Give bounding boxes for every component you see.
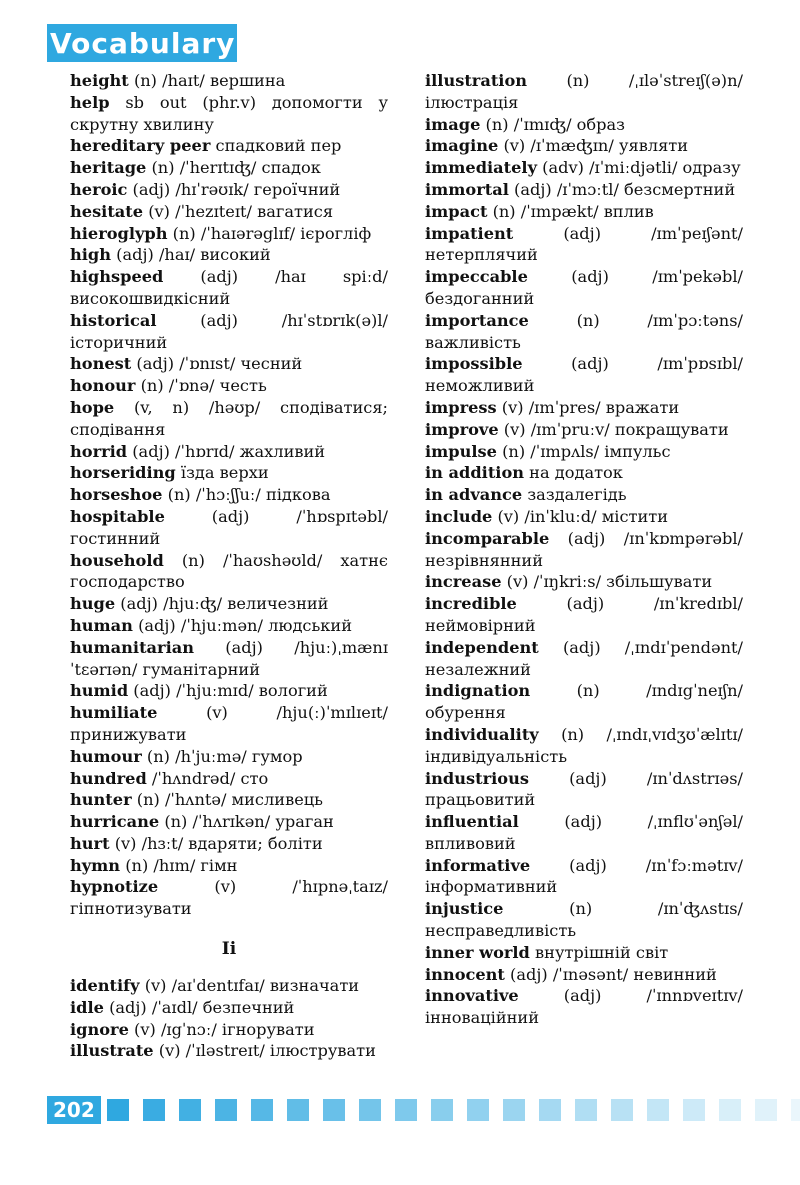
entry-headword: ignore — [70, 1019, 129, 1039]
vocab-entry — [425, 593, 743, 637]
entry-headword: heroic — [70, 179, 128, 199]
vocab-entry — [70, 506, 388, 550]
entry-headword: inner world — [425, 942, 530, 962]
vocab-entry — [425, 898, 743, 942]
vocab-entry — [425, 419, 743, 441]
entry-headword: huge — [70, 594, 116, 614]
entry-headword: innocent — [425, 964, 505, 984]
entry-headword: importance — [425, 310, 529, 330]
vocab-entry — [70, 615, 388, 637]
entry-definition: (v) /hju(ː)ˈmɪlɪeɪt/ принижувати — [70, 703, 388, 744]
entry-definition: (n) /ˌɪndɪˌvɪdʒʊˈælɪtɪ/ індивідуальність — [425, 724, 743, 766]
entry-headword: high — [70, 245, 112, 265]
entry-headword: impress — [425, 397, 497, 417]
vocab-entry — [70, 70, 388, 92]
page-footer — [47, 1096, 800, 1124]
entry-definition: (n) /ˈherɪtɪʤ/ спадок — [146, 158, 321, 178]
entry-definition: (adj) /ɪˈmɔːtl/ безсмертний — [508, 179, 736, 199]
vocab-entry — [70, 811, 388, 833]
entry-definition: (adj) /ɪmˈpeɪʃənt/ нетерплячий — [425, 223, 743, 265]
vocab-entry — [425, 179, 743, 201]
entry-headword: independent — [425, 637, 539, 657]
decorative-square — [431, 1099, 453, 1121]
vocab-entry — [70, 768, 388, 790]
entry-definition: (n) /ˈɪmɪʤ/ образ — [480, 114, 626, 134]
vocab-entry — [425, 964, 743, 986]
entry-headword: hesitate — [70, 201, 144, 221]
vocab-entry — [70, 244, 388, 266]
entry-definition: спадковий пер — [210, 136, 342, 156]
entry-headword: height — [70, 71, 129, 90]
entry-headword: household — [70, 550, 164, 570]
entry-definition: (v) /hɜːt/ вдаряти; боліти — [109, 833, 323, 853]
vocab-entry — [425, 353, 743, 397]
entry-definition: (adj) /ɪnˈkɒmpərəbl/ незрівнянний — [425, 528, 743, 570]
entry-headword: hunter — [70, 790, 132, 810]
entry-definition: (adj) /hjuːʤ/ величезний — [115, 594, 329, 614]
entry-definition: (adj) /ˈhjuːmən/ людський — [132, 615, 352, 635]
decorative-square — [719, 1099, 741, 1121]
decorative-square — [575, 1099, 597, 1121]
vocab-entry — [425, 157, 743, 179]
entry-headword: hieroglyph — [70, 223, 168, 243]
entry-definition: (adj) /ˌɪndɪˈpendənt/ незалежний — [425, 637, 743, 679]
entry-definition: (adj) /ˈhɒspɪtəbl/ гостинний — [70, 506, 388, 548]
vocab-entry — [70, 876, 388, 920]
vocab-entry — [425, 855, 743, 899]
vocab-entry — [425, 811, 743, 855]
entry-definition: (v) /ɪmˈpruːv/ покращувати — [498, 419, 729, 439]
entry-headword: highspeed — [70, 267, 164, 287]
vocab-entry — [70, 157, 388, 179]
vocab-entry — [70, 462, 388, 484]
vocab-entry — [70, 484, 388, 506]
entry-headword: hospitable — [70, 506, 165, 526]
decorative-square — [143, 1099, 165, 1121]
entry-definition: їзда верхи — [175, 463, 269, 483]
entry-definition: (adj) /ˌɪnflʊˈənʃəl/ впливовий — [425, 812, 743, 853]
entry-headword: horseshoe — [70, 485, 163, 505]
decorative-square — [107, 1099, 129, 1121]
entry-headword: hereditary peer — [70, 136, 211, 156]
entry-headword: in advance — [425, 485, 523, 505]
entry-definition: (n) /ˌɪləˈstreɪʃ(ə)n/ ілюстрація — [425, 71, 743, 112]
entry-definition: (adj) /ˈhɒrɪd/ жахливий — [127, 441, 326, 461]
entry-headword: honest — [70, 354, 132, 374]
entry-headword: include — [425, 506, 493, 526]
entry-headword: immediately — [425, 158, 537, 178]
decorative-square — [791, 1099, 800, 1121]
vocab-entry — [425, 768, 743, 812]
entry-definition: (n) /hˈjuːmə/ гумор — [141, 746, 303, 766]
vocab-entry — [425, 70, 743, 114]
entry-definition: (v) /ˈhɪpnəˌtaɪz/ гіпнотизувати — [70, 877, 388, 919]
vocab-entry — [70, 266, 388, 310]
vocab-entry — [70, 201, 388, 223]
decorative-square — [179, 1099, 201, 1121]
decorative-square — [467, 1099, 489, 1121]
entry-definition: (v) /ˈɪləstreɪt/ ілюструвати — [153, 1041, 376, 1061]
vocab-entry — [425, 528, 743, 572]
entry-definition: (n) /haɪt/ вершина — [128, 71, 286, 90]
entry-headword: impact — [425, 201, 488, 221]
entry-definition: (n) /ˈhaʊshəʊld/ хатнє господарство — [70, 550, 388, 592]
entry-definition: (adj) /hɪˈstɒrɪk(ə)l/ історичний — [70, 310, 388, 352]
vocab-entry — [70, 833, 388, 855]
decorative-square — [395, 1099, 417, 1121]
entry-definition: (adj) /haɪ/ високий — [111, 245, 271, 265]
entry-headword: humour — [70, 746, 142, 766]
entry-definition: (adj) /ɪnˈfɔːmətɪv/ інформативний — [425, 855, 743, 897]
vocab-entry — [70, 680, 388, 702]
entry-definition: (v) /inˈkluːd/ містити — [492, 506, 669, 526]
vocab-entry — [70, 550, 388, 594]
entry-definition: внутрішній світ — [529, 942, 669, 962]
entry-headword: idle — [70, 997, 104, 1017]
entry-definition: (adv) /ɪˈmiːdjətli/ одразу — [537, 158, 741, 178]
entry-definition: (n) /ˈhʌrɪkən/ ураган — [159, 812, 334, 832]
entry-headword: influential — [425, 812, 519, 832]
vocab-entry — [70, 855, 388, 877]
vocab-entry — [70, 375, 388, 397]
vocab-entry — [425, 397, 743, 419]
entry-headword: honour — [70, 376, 136, 396]
page-number: 202 — [47, 1096, 101, 1124]
vocab-entry — [425, 310, 743, 354]
vocab-entry — [425, 942, 743, 964]
entry-headword: humiliate — [70, 703, 158, 723]
entry-definition: (adj) /ˈɒnɪst/ чесний — [131, 354, 303, 374]
entry-definition: (v) /ɪmˈpres/ вражати — [496, 397, 680, 417]
entry-definition: (n) /hɪm/ гімн — [120, 855, 238, 875]
entry-headword: hymn — [70, 855, 121, 875]
vocab-entry — [70, 223, 388, 245]
entry-definition: (n) /ˈhaɪərəglɪf/ ієрогліф — [167, 223, 372, 243]
entry-headword: help — [70, 92, 110, 112]
right-column — [425, 70, 743, 1029]
entry-definition: (adj) /ɪmˈpekəbl/ бездоганний — [425, 267, 743, 308]
entry-definition: (n) /ɪnˈʤʌstɪs/ несправедливість — [425, 899, 743, 941]
entry-headword: hurt — [70, 833, 110, 853]
entry-headword: hypnotize — [70, 877, 159, 897]
vocab-entry — [425, 680, 743, 724]
entry-definition: (n) /ˈɪmpækt/ вплив — [487, 201, 654, 221]
entry-headword: humid — [70, 681, 129, 701]
entry-definition: (v) /ɪˈmæʤɪn/ уявляти — [498, 136, 689, 156]
entry-headword: indignation — [425, 681, 531, 701]
vocab-entry — [70, 702, 388, 746]
header-title: Vocabulary — [50, 26, 236, 60]
left-column — [70, 70, 388, 1062]
entry-headword: hundred — [70, 768, 147, 788]
entry-definition: (adj) /ˈhjuːmɪd/ вологий — [128, 681, 328, 701]
entry-definition: заздалегідь — [522, 485, 627, 505]
vocab-entry — [70, 1040, 388, 1062]
entry-definition: (n) /ɪndɪgˈneɪʃn/ обурення — [425, 681, 743, 723]
entry-headword: image — [425, 114, 481, 134]
entry-headword: horrid — [70, 441, 128, 461]
entry-definition: на додаток — [524, 463, 623, 483]
entry-definition: (n) /ˈhʌntə/ мисливець — [131, 790, 323, 810]
entry-definition: (v) /aɪˈdentɪfaɪ/ визначати — [139, 976, 360, 996]
decorative-square — [215, 1099, 237, 1121]
entry-headword: historical — [70, 310, 157, 330]
entry-headword: incredible — [425, 594, 517, 614]
section-letter-i: Ii — [221, 939, 237, 960]
vocab-entry — [425, 637, 743, 681]
vocab-entry — [425, 985, 743, 1029]
entry-headword: illustration — [425, 71, 528, 90]
entry-headword: improve — [425, 419, 499, 439]
vocab-entry — [70, 397, 388, 441]
vocab-entry — [70, 1019, 388, 1041]
vocab-entry — [425, 114, 743, 136]
vocab-entry — [70, 593, 388, 615]
decorative-square — [683, 1099, 705, 1121]
entry-definition: (adj) /ɪnˈkredɪbl/ неймовірний — [425, 594, 743, 635]
vocab-entry — [70, 441, 388, 463]
decorative-square — [359, 1099, 381, 1121]
entry-headword: individuality — [425, 724, 539, 744]
decorative-square — [755, 1099, 777, 1121]
entry-definition: (v) /ˈɪŋkriːs/ збільшувати — [501, 572, 713, 592]
entry-definition: (adj) /hɪˈrəʊɪk/ героїчний — [127, 179, 341, 199]
entry-headword: hope — [70, 397, 115, 417]
vocab-entry — [70, 746, 388, 768]
entry-definition: (adj) /haɪ spiːd/ високошвидкісний — [70, 267, 388, 308]
entry-headword: increase — [425, 572, 502, 592]
vocab-entry — [425, 506, 743, 528]
vocab-entry — [70, 997, 388, 1019]
entry-definition: /ˈhʌndrəd/ сто — [146, 768, 269, 788]
vocab-entry — [70, 975, 388, 997]
vocab-entry — [425, 462, 743, 484]
entry-headword: impatient — [425, 223, 514, 243]
vocab-entry — [70, 179, 388, 201]
vocab-entry — [425, 441, 743, 463]
entry-headword: horseriding — [70, 463, 176, 483]
decorative-square — [251, 1099, 273, 1121]
entry-headword: informative — [425, 855, 531, 875]
entry-definition: (v) /ˈhezɪteɪt/ вагатися — [143, 201, 334, 221]
entry-headword: incomparable — [425, 528, 550, 548]
entry-headword: identify — [70, 976, 140, 996]
vocab-entry — [70, 92, 388, 136]
entry-headword: impulse — [425, 441, 497, 461]
entry-headword: injustice — [425, 899, 504, 919]
entry-headword: human — [70, 615, 133, 635]
entry-headword: hurricane — [70, 812, 160, 832]
vocab-entry — [70, 637, 388, 681]
entry-headword: impeccable — [425, 267, 528, 287]
vocab-entry — [425, 484, 743, 506]
decorative-square — [323, 1099, 345, 1121]
entry-definition: (v) /ɪgˈnɔː/ ігнорувати — [128, 1019, 315, 1039]
entry-headword: innovative — [425, 986, 519, 1006]
entry-headword: industrious — [425, 768, 529, 788]
vocab-entry — [425, 135, 743, 157]
decorative-square — [611, 1099, 633, 1121]
vocab-entry — [70, 310, 388, 354]
entry-definition: (v, n) /həʊp/ сподіватися; сподівання — [70, 397, 388, 439]
entry-headword: humanitarian — [70, 637, 194, 657]
entry-headword: immortal — [425, 179, 509, 199]
decorative-square — [647, 1099, 669, 1121]
entry-headword: in addition — [425, 463, 525, 483]
entry-definition: (adj) /ɪmˈpɒsɪbl/ неможливий — [425, 354, 743, 396]
decorative-square — [539, 1099, 561, 1121]
entry-definition: (adj) /ˈɪnəsənt/ невинний — [504, 964, 717, 984]
entry-definition: (adj) /hjuː)ˌmænɪˈtɛərɪən/ гуманітарний — [70, 637, 388, 679]
vocabulary-header — [47, 24, 237, 62]
entry-definition: (n) /ˈɒnə/ честь — [135, 376, 267, 396]
entry-definition: (n) /ˈɪmpʌls/ імпульс — [496, 441, 671, 461]
entry-definition: sb out (phr.v) допомогти у скрутну хвилину — [70, 92, 388, 134]
vocab-entry — [425, 201, 743, 223]
vocab-entry — [70, 135, 388, 157]
entry-definition: (adj) /ˈɪnnɒveɪtɪv/ інноваційний — [425, 986, 743, 1028]
vocab-entry — [425, 724, 743, 768]
entry-definition: (n) /ɪmˈpɔːtəns/ важливість — [425, 310, 743, 352]
entry-headword: imagine — [425, 136, 499, 156]
entry-definition: (adj) /ˈaɪdl/ безпечний — [103, 997, 295, 1017]
decorative-squares — [107, 1099, 800, 1121]
vocab-entry — [70, 353, 388, 375]
entry-headword: illustrate — [70, 1041, 154, 1061]
vocab-entry — [425, 266, 743, 310]
entry-definition: (n) /ˈhɔːʃʃuː/ підкова — [162, 485, 331, 505]
decorative-square — [287, 1099, 309, 1121]
vocab-entry — [425, 571, 743, 593]
entry-headword: impossible — [425, 354, 523, 374]
decorative-square — [503, 1099, 525, 1121]
vocab-entry — [70, 789, 388, 811]
entry-headword: heritage — [70, 158, 147, 178]
vocab-entry — [425, 223, 743, 267]
entry-definition: (adj) /ɪnˈdʌstrɪəs/ працьовитий — [425, 768, 743, 810]
